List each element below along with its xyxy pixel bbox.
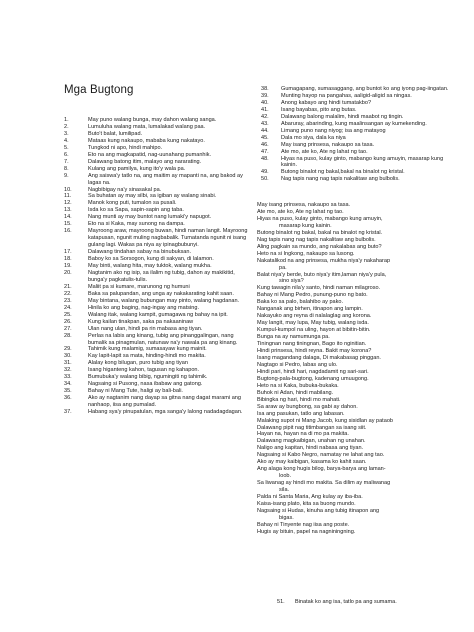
riddle-item [64,395,254,409]
riddle-line: Naligo ang kapitan, hindi nabasa ang tiyan. [257,445,364,452]
riddle-line: Kumpul-kumpol na uling, hayon at bibitin-bitin. [257,327,371,334]
riddle-text: Nang munti ay may buntot nang lumaki'y napugot. [88,214,212,221]
riddle-number: 16. [64,228,72,235]
riddle-text: Kulang ang pamilya, kung ito'y wala pa. [88,165,186,172]
riddle-item [64,360,254,367]
riddle-text: Gumagapang, sumasaggang, ang buntot ko ang iyong pag-iingatan. [281,86,449,92]
riddle-number: 5. [64,144,69,151]
riddle-line: Hugis ay bituin, papel na nagniningning. [257,528,356,535]
riddle-number: 4. [64,137,69,144]
riddle-text: Dalawang tindahan sabay na binubuksan. [88,249,192,256]
riddle-number: 50. [261,176,269,183]
riddle-text: Dalawang balong malalim, hindi maabot ng tingin. [281,113,404,120]
riddle-number: 8. [64,165,69,172]
riddle-text: Tahimik kung malamig, sumasayaw kung mainit. [88,346,207,353]
riddle-number: 28. [64,332,72,339]
riddle-number: 7. [64,158,69,165]
riddle-line: Kung tawagin nila'y santo, hindi naman milagroso. [257,285,381,292]
riddle-text: Limang puno nang niyog; isa ang matayog [281,127,386,134]
riddle-text: Bumubuka'y walang bibig, ngumingiti ng tahimik. [88,374,208,381]
riddle-line: Malaking supot ni Mang Jacob, kung sisidlan ay pataob [257,417,393,424]
riddle-line: Hindi pari, hindi hari, nagdadamit ng sari-sari. [257,368,369,375]
riddle-line: Dalawang magkaibigan, unahan ng unahan. [257,438,366,445]
riddle-number: 3. [64,130,69,137]
riddle-number: 14. [64,214,72,221]
riddle-number: 11. [64,193,72,200]
riddle-number: 25. [64,311,72,318]
riddle-number: 20. [64,269,72,276]
riddle-item [64,152,254,159]
riddle-text: Maliit pa si kumare, marunong ng humuni [88,283,190,290]
riddle-item [64,270,254,284]
riddle-line: Nakayuko ang reyna di nalalaglag ang korona. [257,313,372,320]
riddle-number: 33. [64,374,72,381]
riddle-item [257,176,449,183]
riddle-text: Ulan nang ulan, hindi pa rin mabasa ang tiyan. [88,325,203,332]
riddle-item [64,221,254,228]
riddle-item [64,353,254,360]
riddle-item [64,187,254,194]
riddle-text: Nagsaing si Pusong, nasa ibabaw ang gatong. [88,381,203,388]
riddle-item [64,326,254,333]
riddle-number: 1. [64,117,69,123]
riddle-line: Hayan na, hayan na di mo pa makita. [257,431,349,438]
riddle-text: Manok kong puti, tumalon sa pusali. [88,200,177,207]
riddle-text: Hiyas na puso, kulay ginto, mabango kung amuyin, masarap kung kainin. [281,155,444,169]
riddle-number: 22. [64,290,72,297]
riddle-item [257,135,449,142]
riddle-line: May isang prinsesa, nakaupo sa tasa. [257,202,351,208]
riddle-line: Bahay ni Mang Pedro, punung-puno ng bato. [257,292,368,299]
riddle-number: 19. [64,263,72,270]
riddle-line: Hindi prinsesa, hindi reyna. Bakit may korona? [257,348,372,355]
riddle-item [257,86,449,93]
riddle-text: Tungkod ni apo, hindi mahipo. [88,144,163,151]
riddle-item [64,124,254,131]
riddle-number: 31. [64,360,72,367]
riddle-item [64,131,254,138]
riddle-number: 35. [64,388,72,395]
riddle-number: 23. [64,297,72,304]
riddle-line: pa. [279,264,287,271]
riddle-line: May langit, may lupa, May tubig, walang isda. [257,320,369,327]
riddle-text: Baboy ko sa Sorsogon, kung di sakyan, di lalamon. [88,256,214,263]
riddle-text: May bintana, walang bubungan may pinto, walang hagdanan. [88,297,240,304]
riddle-line: Baka ko sa palo, balahibo ay pako. [257,299,344,306]
riddle-number: 13. [64,207,72,214]
riddle-item [257,142,449,149]
riddle-text: Mayroong araw, mayroong buwan, hindi naman langit. Mayroong katapusan, ngunit muling nagbabalik. Tumatanda ngunit ni isang gulang lagi. Wakas pa niya ay ipinagbubunyi. [88,228,248,249]
riddle-line: Palda ni Santa Maria, Ang kulay ay iba-iba. [257,494,363,501]
riddle-item [64,200,254,207]
riddle-item [257,156,449,170]
riddle-number: 46. [261,141,269,148]
riddle-line: Bunga na ay namumunga pa. [257,334,330,341]
riddle-text: Bahay ni Mang Tute, haligi ay bali-bali. [88,388,183,395]
riddle-line: Bugtong-pala-bugtong, kadenang umuugong. [257,375,369,382]
riddle-text: Butong binalot ng bakal,bakal na binalot ng kristal. [281,169,405,176]
riddle-item [257,107,449,114]
riddle-text: Abaruray, abarinding, kung maalinsangan ay kumekending. [281,120,427,127]
riddle-number: 34. [64,381,72,388]
riddle-list-left [64,117,254,416]
riddle-text: Kung kailan tinakpan, saka pa nakaaninaw [88,318,194,325]
riddle-item [64,263,254,270]
riddle-number: 21. [64,283,72,290]
riddle-number: 39. [261,92,269,99]
riddle-item [64,381,254,388]
riddle-item [64,159,254,166]
last-riddle [257,599,449,606]
riddle-item [64,305,254,312]
riddle-text: Kay lapit-lapit sa mata, hinding-hindi mo makita. [88,353,206,360]
riddle-line: Aling pagkain sa mundo, ang nakalabas ang buto? [257,243,382,250]
riddle-number: 44. [261,127,269,134]
riddle-text: Walang itak, walang kampit, gumagawa ng bahay na ipit. [88,311,228,318]
riddle-line: Nagsaing si Hudas, kinuha ang tubig itinapon ang [257,507,380,514]
riddle-number: 47. [261,148,269,155]
riddle-item [64,228,254,249]
riddle-text: Nag tapis nang nag tapis nakalitaw ang bulbolis. [281,176,400,183]
riddle-text: Dala mo siya, dala ka niya [281,134,346,141]
riddle-line: Sa araw ay bungbong, sa gabi ay dahon. [257,403,358,410]
riddle-text: Isda ko sa Sapa, sapin-sapin ang taba. [88,207,184,214]
riddle-line: Ang alaga kong hugis bilog, barya-barya ang laman- [257,466,386,473]
riddle-text: Mataas kung nakaupo, mababa kung nakatayo. [88,137,205,144]
riddle-text: Ang saiswa'y tatlo na, ang maitim ay mapanti na, ang bakod ay lagas na. [88,172,243,186]
riddle-line: Balat niya'y berde, buto niya'y itim,laman niya'y pula, [257,271,387,278]
riddle-text: Anong kabayo ang hindi tumatakbo? [281,99,372,106]
riddle-number: 45. [261,134,269,141]
riddle-text: Ate mo, ate ko, Ate ng lahat ng tao. [281,148,368,155]
riddle-line: Isa ang pasukan, tatlo ang labasan. [257,410,345,417]
riddle-item [257,114,449,121]
riddle-item [257,128,449,135]
riddle-number: 6. [64,151,69,158]
riddle-line: bigas. [279,514,294,521]
riddle-item [64,346,254,353]
riddle-number: 37. [64,409,72,416]
riddle-text: Nagtanim ako ng isip, sa ilalim ng tubig, dahon ay makikitid, bunga'y pagkatulis-tulis. [88,269,235,283]
riddle-number: 12. [64,200,72,207]
riddle-text: Baka sa palupandan, ang unga ay nakakarating kahit saan. [88,290,234,297]
page-title: Mga Bugtong [64,84,134,96]
riddle-number: 9. [64,172,69,179]
riddle-item [257,100,449,107]
riddle-line: Isang magandang dalaga, Di makabasag pinggan. [257,354,381,361]
riddle-line: loob. [279,473,292,480]
riddle-text: Sa buhatan ay may silbi, sa igiban ay walang sinabi. [88,193,217,200]
riddle-item [257,169,449,176]
riddle-number: 49. [261,169,269,176]
riddle-line: sino siya? [279,278,304,285]
riddle-text: Isang higanteng kahon, tagusan ng kahapon. [88,367,200,374]
riddle-line: Bibingka ng hari, hindi mo mahati. [257,396,341,403]
riddle-paragraph [257,202,449,536]
riddle-text: Alalay kong bilugan, puro tubig ang tiyan [88,360,188,367]
riddle-item [64,173,254,187]
riddle-text: Eto na ang magkapatid, nag-uunahang pumanhik. [88,151,212,158]
riddle-item [64,319,254,326]
riddle-number: 10. [64,186,72,193]
riddle-line: masarap kung kainin. [279,222,332,229]
riddle-number: 38. [261,86,269,92]
riddle-number: 43. [261,120,269,127]
riddle-text: Habang sya'y pinupatulan, mga sanga'y lalong nadadagdagan. [88,409,243,416]
riddle-line: Kaisa-isang plato, kita sa buong mundo. [257,500,356,507]
riddle-line: Ako ay may kaibigan, kasama ko kahit saan. [257,459,367,466]
riddle-line: Buhok ni Adan, hindi mabilang. [257,389,334,396]
riddle-text: Perlas na labis ang kinang, tubig ang pinanggalingan, nang bumalik sa pinagmulan, natunaw na'y nawala pa ang kinang. [88,332,238,346]
riddle-line: Nakatalikod na ang prinsesa, mukha niya'y nakaharap [257,257,391,264]
riddle-number: 48. [261,155,269,162]
riddle-line: Nag tapis nang nag tapis nakalitaw ang bulbolis. [257,236,376,243]
riddle-line: Nanganak ang birhen, itinapon ang lampin. [257,306,363,313]
riddle-text: May puno walang bunga, may dahon walang sanga. [88,117,217,123]
riddle-number: 42. [261,113,269,120]
riddle-number: 29. [64,346,72,353]
riddle-line: Hiyas na puso, kulay ginto, mabango kung amuyin, [257,215,383,222]
riddle-text: Hinila ko ang baging, nag-ingay ang matsing. [88,304,200,311]
riddle-line: Heto na si Kaka, bubuka-bukaka. [257,382,339,389]
riddle-item [64,312,254,319]
riddle-line: Butong binalot ng bakal, bakal na binalot ng kristal. [257,229,383,236]
riddle-text: Nagbibigay na'y sinasakal pa. [88,186,162,193]
riddle-item [64,214,254,221]
riddle-item [257,149,449,156]
riddle-list-right [257,86,449,183]
riddle-line: Bahay ni Tinyente nag iisa ang poste. [257,521,350,528]
riddle-number: 51. [277,599,285,605]
riddle-item [64,249,254,256]
riddle-number: 15. [64,221,72,228]
riddle-item [64,117,254,124]
riddle-line: Nagtago si Pedro, labas ang ulo. [257,361,338,368]
riddle-text: Dalawang batong itim, malayo ang nararating. [88,158,202,165]
riddle-number: 32. [64,367,72,374]
riddle-number: 26. [64,318,72,325]
riddle-line: Tiningnan nang tiningnan, Bago ito nginitian. [257,341,367,348]
riddle-item [64,256,254,263]
riddle-item [64,138,254,145]
riddle-item [64,367,254,374]
riddle-text: Buto't balat, lumilipad. [88,130,143,137]
riddle-item [64,388,254,395]
riddle-text: May binti, walang hita, may tuktok, walang mukha. [88,263,212,270]
riddle-item [64,193,254,200]
riddle-line: Nagsaing si Kabo Negro, namatay ne lahat ang tao. [257,452,385,459]
riddle-line: Ate mo, ate ko, Ate ng lahat ng tao. [257,208,344,215]
riddle-text: May isang prinsesa, nakaupo sa tasa. [281,141,375,148]
riddle-text: Munting hayop na pangahas, aaligid-aligid sa ningas. [281,92,412,99]
riddle-text: Binatak ko ang isa, tatlo pa ang sumama. [295,599,397,605]
riddle-number: 30. [64,353,72,360]
riddle-number: 40. [261,99,269,106]
riddle-number: 36. [64,395,72,402]
riddle-item [257,121,449,128]
riddle-item [64,284,254,291]
riddle-line: siIa. [279,487,290,494]
riddle-number: 27. [64,325,72,332]
riddle-text: Lumuluha walang mata, lumalakad walang paa. [88,123,206,130]
riddle-item [257,93,449,100]
riddle-item [64,298,254,305]
riddle-number: 2. [64,123,69,130]
riddle-item [64,166,254,173]
riddle-item [64,145,254,152]
riddle-line: Dalawang pipit nag titimbangan sa isang siit. [257,424,367,431]
riddle-item [64,374,254,381]
riddle-number: 24. [64,304,72,311]
riddle-item [64,333,254,347]
riddle-number: 17. [64,249,72,256]
riddle-number: 41. [261,106,269,113]
riddle-line: Sa liwanag ay hindi mo makita. Sa dilim ay maliwanag [257,480,391,487]
riddle-number: 18. [64,256,72,263]
riddle-text: Isang bayabas, pito ang butas. [281,106,357,113]
riddle-item [64,409,254,416]
riddle-text: Eto na si Kaka, may sunong na dampa. [88,221,185,228]
riddle-item [64,291,254,298]
riddle-line: Heto na si Ingkong, nakaupo sa lusong. [257,250,355,257]
riddle-item [64,207,254,214]
riddle-text: Ako ay nagtanim nang dayap sa gitna nang dagat marami ang nanhaop, iisa ang pumalad. [88,395,241,409]
